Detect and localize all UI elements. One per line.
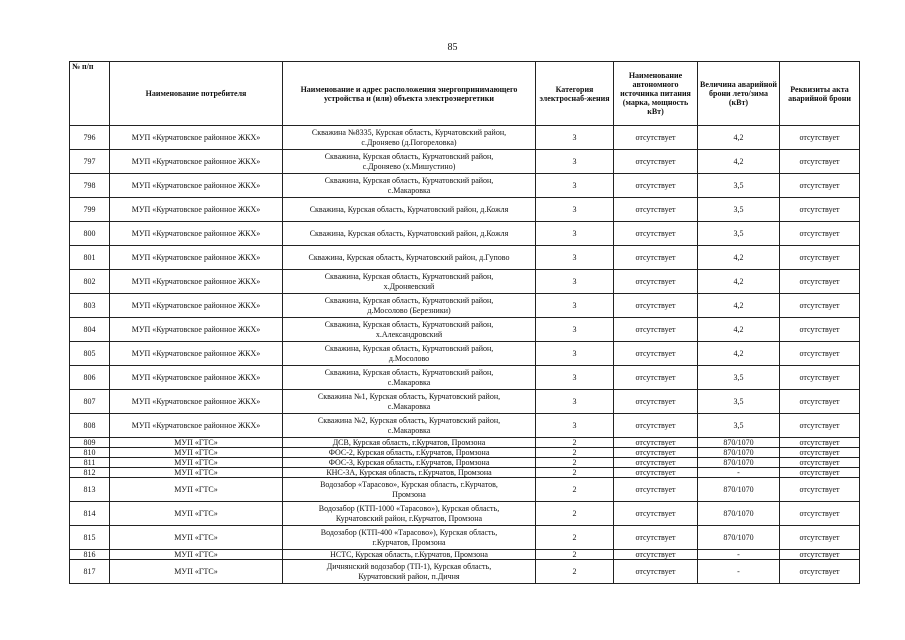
consumer-name: МУП «Курчатовское районное ЖКХ»: [110, 318, 283, 342]
object-address-line: с.Макаровка: [387, 185, 431, 195]
consumer-name: МУП «Курчатовское районное ЖКХ»: [110, 126, 283, 150]
object-address-line: с.Макаровка: [387, 377, 431, 387]
supply-category: 3: [536, 294, 614, 318]
row-number: 797: [70, 150, 110, 174]
supply-category: 2: [536, 438, 614, 448]
table-row: [70, 438, 860, 448]
table-row: [70, 390, 860, 414]
power-source: отсутствует: [614, 448, 698, 458]
object-address: [283, 342, 536, 366]
object-address: [283, 468, 536, 478]
act-details: отсутствует: [780, 246, 860, 270]
row-number: 802: [70, 270, 110, 294]
object-address: [283, 458, 536, 468]
object-address: [283, 448, 536, 458]
table-body: [70, 126, 860, 584]
header-category: Категория электроснаб-жения: [536, 62, 614, 126]
object-address-line: х.Александровский: [375, 329, 443, 339]
object-address-line: ФОС-3, Курская область, г.Курчатов, Промзона: [328, 458, 490, 467]
object-address-line: Водозабор (КТП-400 «Тарасово»), Курская область,: [320, 527, 498, 537]
header-consumer: Наименование потребителя: [110, 62, 283, 126]
act-details: отсутствует: [780, 448, 860, 458]
object-address-line: с.Дроняево (д.Погореловка): [361, 137, 457, 147]
object-address: [283, 366, 536, 390]
object-address-line: г.Курчатов, Промзона: [372, 537, 446, 547]
object-address-line: ФОС-2, Курская область, г.Курчатов, Промзона: [328, 448, 490, 457]
object-address: [283, 560, 536, 584]
header-object: Наименование и адрес расположения энергопринимающего устройства и (или) объекта электроэнергетики: [283, 62, 536, 126]
table-row: [70, 222, 860, 246]
reserve-power: 3,5: [698, 414, 780, 438]
act-details: отсутствует: [780, 342, 860, 366]
consumer-name: МУП «ГТС»: [110, 526, 283, 550]
reserve-power: 3,5: [698, 198, 780, 222]
row-number: 817: [70, 560, 110, 584]
table-row: [70, 478, 860, 502]
power-source: отсутствует: [614, 478, 698, 502]
reserve-power: 4,2: [698, 150, 780, 174]
header-act: Реквизиты акта аварийной брони: [780, 62, 860, 126]
reserve-power: 4,2: [698, 270, 780, 294]
object-address: [283, 550, 536, 560]
object-address-line: Скважина, Курская область, Курчатовский район, д.Гупово: [308, 252, 510, 262]
consumer-name: МУП «Курчатовское районное ЖКХ»: [110, 390, 283, 414]
reserve-power: 870/1070: [698, 502, 780, 526]
consumer-name: МУП «ГТС»: [110, 438, 283, 448]
table-row: [70, 246, 860, 270]
object-address-line: с.Дроняево (х.Мишустино): [362, 161, 456, 171]
row-number: 806: [70, 366, 110, 390]
supply-category: 3: [536, 222, 614, 246]
object-address: [283, 222, 536, 246]
reserve-power: 870/1070: [698, 478, 780, 502]
act-details: отсутствует: [780, 458, 860, 468]
object-address: [283, 438, 536, 448]
table-row: [70, 126, 860, 150]
power-source: отсутствует: [614, 438, 698, 448]
reserve-power: 4,2: [698, 126, 780, 150]
power-source: отсутствует: [614, 294, 698, 318]
consumer-name: МУП «ГТС»: [110, 448, 283, 458]
row-number: 810: [70, 448, 110, 458]
consumer-name: МУП «Курчатовское районное ЖКХ»: [110, 342, 283, 366]
object-address-line: Скважина №8335, Курская область, Курчатовский район,: [311, 127, 507, 137]
reserve-power: 3,5: [698, 174, 780, 198]
supply-category: 2: [536, 526, 614, 550]
table-row: [70, 198, 860, 222]
object-address-line: Курчатовский район, п.Дичня: [358, 571, 460, 581]
power-source: отсутствует: [614, 560, 698, 584]
object-address-line: д.Мосолово: [388, 353, 430, 363]
consumer-name: МУП «ГТС»: [110, 468, 283, 478]
header-source: Наименование автономного источника питания (марка, мощность кВт): [614, 62, 698, 126]
consumer-name: МУП «ГТС»: [110, 550, 283, 560]
table-row: [70, 458, 860, 468]
act-details: отсутствует: [780, 438, 860, 448]
power-source: отсутствует: [614, 318, 698, 342]
object-address-line: Водозабор «Тарасово», Курская область, г.Курчатов,: [320, 479, 498, 489]
table-row: [70, 526, 860, 550]
object-address: [283, 390, 536, 414]
supply-category: 2: [536, 550, 614, 560]
object-address-line: Промзона: [392, 489, 426, 499]
object-address-line: Скважина, Курская область, Курчатовский район, д.Кожля: [309, 204, 509, 214]
supply-category: 3: [536, 198, 614, 222]
act-details: отсутствует: [780, 174, 860, 198]
object-address-line: Скважина, Курская область, Курчатовский район,: [324, 151, 494, 161]
table-row: [70, 342, 860, 366]
supply-category: 2: [536, 502, 614, 526]
power-source: отсутствует: [614, 342, 698, 366]
consumer-name: МУП «ГТС»: [110, 478, 283, 502]
supply-category: 3: [536, 150, 614, 174]
table-row: [70, 414, 860, 438]
act-details: отсутствует: [780, 550, 860, 560]
consumer-name: МУП «Курчатовское районное ЖКХ»: [110, 150, 283, 174]
act-details: отсутствует: [780, 318, 860, 342]
power-source: отсутствует: [614, 150, 698, 174]
reserve-power: 3,5: [698, 366, 780, 390]
object-address: [283, 526, 536, 550]
object-address: [283, 414, 536, 438]
act-details: отсутствует: [780, 414, 860, 438]
reserve-power: 4,2: [698, 342, 780, 366]
act-details: отсутствует: [780, 270, 860, 294]
object-address: [283, 126, 536, 150]
table-row: [70, 448, 860, 458]
power-source: отсутствует: [614, 246, 698, 270]
table-row: [70, 366, 860, 390]
object-address: [283, 174, 536, 198]
object-address-line: ДСВ, Курская область, г.Курчатов, Промзона: [332, 438, 486, 447]
header-num: № п/п: [70, 62, 110, 126]
row-number: 804: [70, 318, 110, 342]
consumer-name: МУП «ГТС»: [110, 560, 283, 584]
table-row: [70, 560, 860, 584]
object-address-line: Дичнянский водозабор (ТП-1), Курская область,: [326, 561, 492, 571]
act-details: отсутствует: [780, 366, 860, 390]
consumer-name: МУП «Курчатовское районное ЖКХ»: [110, 174, 283, 198]
table-row: [70, 294, 860, 318]
power-source: отсутствует: [614, 414, 698, 438]
object-address-line: Скважина, Курская область, Курчатовский район,: [324, 175, 494, 185]
object-address-line: х.Дроняевский: [383, 281, 435, 291]
object-address-line: Скважина, Курская область, Курчатовский район,: [324, 367, 494, 377]
row-number: 807: [70, 390, 110, 414]
supply-category: 3: [536, 414, 614, 438]
consumer-name: МУП «Курчатовское районное ЖКХ»: [110, 294, 283, 318]
power-source: отсутствует: [614, 468, 698, 478]
supply-category: 3: [536, 246, 614, 270]
row-number: 803: [70, 294, 110, 318]
object-address-line: Скважина, Курская область, Курчатовский район,: [324, 295, 494, 305]
act-details: отсутствует: [780, 222, 860, 246]
power-source: отсутствует: [614, 126, 698, 150]
row-number: 811: [70, 458, 110, 468]
power-source: отсутствует: [614, 458, 698, 468]
reserve-power: 4,2: [698, 246, 780, 270]
object-address-line: Скважина, Курская область, Курчатовский район,: [324, 343, 494, 353]
row-number: 805: [70, 342, 110, 366]
page-number: 85: [447, 42, 458, 53]
reserve-power: 4,2: [698, 318, 780, 342]
supply-category: 3: [536, 126, 614, 150]
supply-category: 3: [536, 318, 614, 342]
act-details: отсутствует: [780, 294, 860, 318]
consumer-name: МУП «Курчатовское районное ЖКХ»: [110, 198, 283, 222]
supply-category: 3: [536, 270, 614, 294]
object-address: [283, 318, 536, 342]
object-address-line: Скважина №1, Курская область, Курчатовский район,: [317, 391, 501, 401]
act-details: отсутствует: [780, 468, 860, 478]
row-number: 813: [70, 478, 110, 502]
act-details: отсутствует: [780, 560, 860, 584]
consumer-name: МУП «Курчатовское районное ЖКХ»: [110, 246, 283, 270]
object-address-line: Водозабор (КТП-1000 «Тарасово»), Курская область,: [318, 503, 500, 513]
supply-category: 2: [536, 448, 614, 458]
row-number: 799: [70, 198, 110, 222]
table-row: [70, 270, 860, 294]
reserve-power: 3,5: [698, 222, 780, 246]
supply-category: 2: [536, 468, 614, 478]
act-details: отсутствует: [780, 390, 860, 414]
row-number: 800: [70, 222, 110, 246]
object-address: [283, 246, 536, 270]
row-number: 816: [70, 550, 110, 560]
act-details: отсутствует: [780, 126, 860, 150]
supply-category: 2: [536, 458, 614, 468]
object-address: [283, 270, 536, 294]
object-address-line: Курчатовский район, г.Курчатов, Промзона: [335, 513, 483, 523]
row-number: 801: [70, 246, 110, 270]
table-row: [70, 150, 860, 174]
table-row: [70, 468, 860, 478]
power-source: отсутствует: [614, 222, 698, 246]
power-source: отсутствует: [614, 526, 698, 550]
object-address-line: КНС-3А, Курская область, г.Курчатов, Промзона: [326, 468, 492, 477]
object-address-line: д.Мосолово (Березники): [367, 305, 451, 315]
object-address: [283, 150, 536, 174]
power-source: отсутствует: [614, 198, 698, 222]
reserve-power: -: [698, 550, 780, 560]
object-address-line: с.Макаровка: [387, 401, 431, 411]
reserve-power: 870/1070: [698, 438, 780, 448]
supply-category: 3: [536, 366, 614, 390]
power-source: отсутствует: [614, 270, 698, 294]
object-address: [283, 502, 536, 526]
table-row: [70, 174, 860, 198]
header-row: [70, 62, 860, 126]
power-source: отсутствует: [614, 366, 698, 390]
object-address: [283, 478, 536, 502]
reserve-table: [69, 61, 860, 584]
row-number: 812: [70, 468, 110, 478]
object-address-line: Скважина, Курская область, Курчатовский район,: [324, 319, 494, 329]
table-row: [70, 318, 860, 342]
row-number: 796: [70, 126, 110, 150]
object-address-line: Скважина №2, Курская область, Курчатовский район,: [317, 415, 501, 425]
act-details: отсутствует: [780, 526, 860, 550]
object-address: [283, 198, 536, 222]
power-source: отсутствует: [614, 390, 698, 414]
supply-category: 3: [536, 390, 614, 414]
reserve-power: 870/1070: [698, 526, 780, 550]
row-number: 809: [70, 438, 110, 448]
consumer-name: МУП «Курчатовское районное ЖКХ»: [110, 222, 283, 246]
supply-category: 3: [536, 342, 614, 366]
consumer-name: МУП «ГТС»: [110, 458, 283, 468]
supply-category: 2: [536, 478, 614, 502]
reserve-power: 870/1070: [698, 458, 780, 468]
act-details: отсутствует: [780, 198, 860, 222]
reserve-power: -: [698, 560, 780, 584]
consumer-name: МУП «Курчатовское районное ЖКХ»: [110, 414, 283, 438]
object-address: [283, 294, 536, 318]
power-source: отсутствует: [614, 502, 698, 526]
object-address-line: с.Макаровка: [387, 425, 431, 435]
object-address-line: Скважина, Курская область, Курчатовский район, д.Кожля: [309, 228, 509, 238]
consumer-name: МУП «ГТС»: [110, 502, 283, 526]
supply-category: 3: [536, 174, 614, 198]
consumer-name: МУП «Курчатовское районное ЖКХ»: [110, 270, 283, 294]
consumer-name: МУП «Курчатовское районное ЖКХ»: [110, 366, 283, 390]
object-address-line: НСТС, Курская область, г.Курчатов, Промзона: [330, 550, 488, 559]
reserve-power: 3,5: [698, 390, 780, 414]
reserve-power: 4,2: [698, 294, 780, 318]
act-details: отсутствует: [780, 502, 860, 526]
reserve-power: -: [698, 468, 780, 478]
act-details: отсутствует: [780, 150, 860, 174]
supply-category: 2: [536, 560, 614, 584]
row-number: 798: [70, 174, 110, 198]
header-power: Величина аварийной брони лето/зима (кВт): [698, 62, 780, 126]
row-number: 815: [70, 526, 110, 550]
act-details: отсутствует: [780, 478, 860, 502]
power-source: отсутствует: [614, 550, 698, 560]
object-address-line: Скважина, Курская область, Курчатовский район,: [324, 271, 494, 281]
table-row: [70, 550, 860, 560]
row-number: 814: [70, 502, 110, 526]
power-source: отсутствует: [614, 174, 698, 198]
row-number: 808: [70, 414, 110, 438]
reserve-power: 870/1070: [698, 448, 780, 458]
table-row: [70, 502, 860, 526]
